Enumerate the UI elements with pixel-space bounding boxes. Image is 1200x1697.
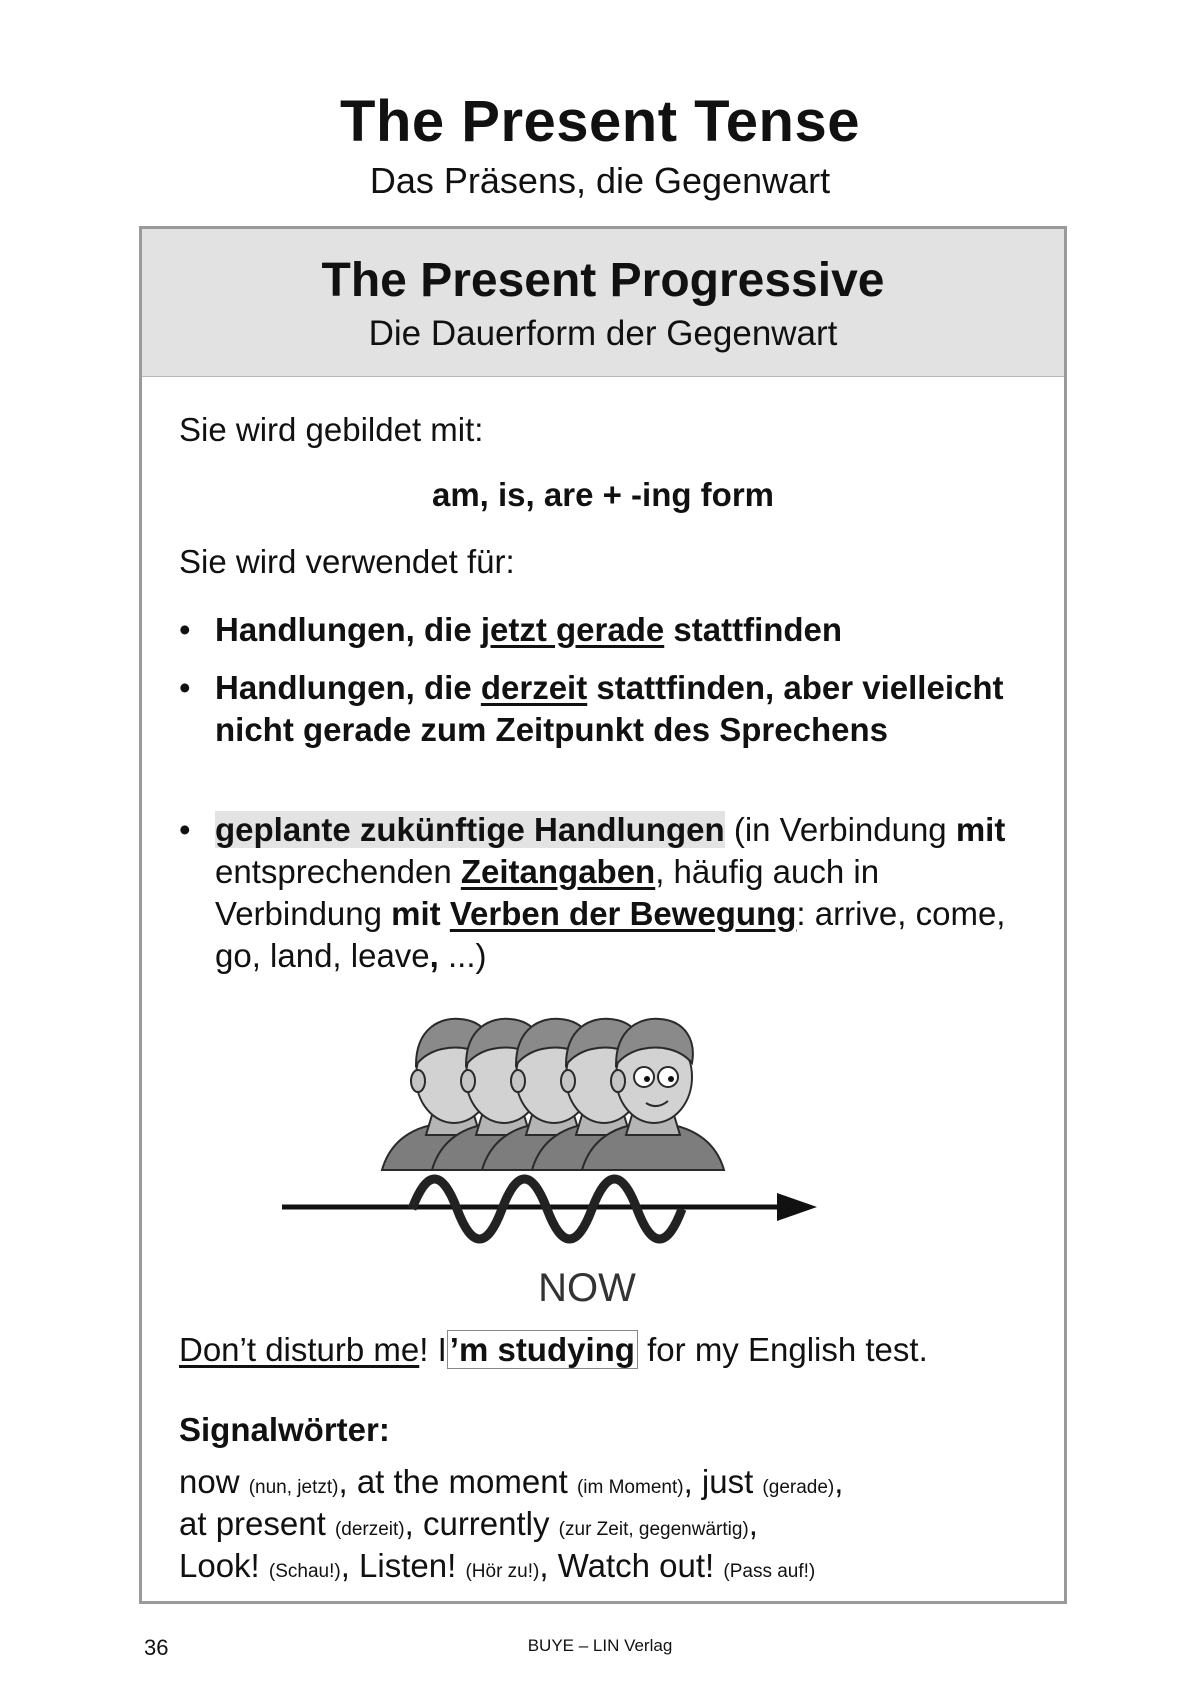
underlined-text: jetzt gerade [480, 611, 665, 648]
boxed-text: ’m studying [447, 1330, 638, 1369]
gloss: (nun, jetzt) [248, 1477, 339, 1498]
example-sentence [179, 1329, 928, 1371]
bullet-text: entsprechenden [215, 853, 461, 890]
signal-word: , at the moment [338, 1463, 577, 1500]
formed-label: Sie wird gebildet mit: [179, 411, 484, 448]
bold-text: mit [955, 811, 1006, 848]
gloss: (derzeit) [334, 1519, 405, 1540]
bullet-text: , häufig auch in Verbindung [215, 853, 880, 932]
content-box [139, 226, 1067, 1604]
bullet-icon: • [179, 811, 191, 848]
bullet-text: stattfinden, aber vielleicht nicht gerade zum Zeitpunkt des Sprechens [215, 669, 1004, 748]
box-header [142, 229, 1064, 377]
bullet-text: ...) [438, 937, 487, 974]
signal-word: , currently [404, 1505, 559, 1542]
underlined-text: Zeitangaben [460, 853, 656, 890]
publisher: BUYE – LIN Verlag [527, 1636, 673, 1655]
signal-word: at present [179, 1505, 335, 1542]
arrow-icon [777, 1193, 817, 1221]
underlined-text: derzeit [480, 669, 588, 706]
bullet-text: : arrive, come, go, land, leave [215, 895, 1006, 974]
page-number: 36 [144, 1635, 169, 1660]
highlighted-text: geplante zukünftige Handlungen [215, 811, 725, 848]
bold-text: , [429, 937, 439, 974]
signal-words-line [179, 1461, 843, 1509]
signal-word: Look! [179, 1547, 269, 1584]
signal-word: , Watch out! [539, 1547, 724, 1584]
bold-text: mit [391, 895, 441, 932]
underlined-text: Don’t disturb me [179, 1331, 420, 1368]
signal-words-line [179, 1503, 758, 1551]
underlined-text: Verben der Bewegung [449, 895, 797, 932]
gloss: (Pass auf!) [723, 1561, 816, 1582]
signal-words-heading: Signalwörter: [179, 1411, 390, 1448]
bullet-text [441, 895, 450, 932]
person-repeated-timeline-illustration [282, 1009, 892, 1339]
bullet-text: (in Verbindung [724, 811, 956, 848]
gloss: (gerade) [762, 1477, 835, 1498]
formula: am, is, are + -ing form [431, 476, 775, 513]
bullet-text: stattfinden [664, 611, 843, 648]
used-label: Sie wird verwendet für: [179, 543, 515, 580]
bullet-icon: • [179, 611, 191, 648]
signal-words-line [179, 1545, 815, 1593]
example-text: ! I [419, 1331, 447, 1368]
section-title: The Present Progressive [321, 254, 885, 307]
page-subtitle: Das Präsens, die Gegenwart [369, 160, 831, 201]
signal-word: , [748, 1505, 758, 1542]
gloss: (zur Zeit, gegenwärtig) [558, 1519, 749, 1540]
wave-line [412, 1179, 682, 1239]
page-title: The Present Tense [340, 89, 860, 154]
bullet-icon: • [179, 669, 191, 706]
signal-word: , just [683, 1463, 763, 1500]
gloss: (Hör zu!) [465, 1561, 540, 1582]
example-text: for my English test. [637, 1331, 928, 1368]
bullet-text: Handlungen, die [215, 611, 481, 648]
now-label: NOW [538, 1266, 636, 1310]
gloss: (im Moment) [576, 1477, 684, 1498]
signal-word: , [834, 1463, 844, 1500]
section-subtitle: Die Dauerform der Gegenwart [368, 314, 838, 353]
gloss: (Schau!) [268, 1561, 341, 1582]
signal-word: , Listen! [340, 1547, 466, 1584]
signal-word: now [179, 1463, 249, 1500]
bullet-text: Handlungen, die [215, 669, 481, 706]
